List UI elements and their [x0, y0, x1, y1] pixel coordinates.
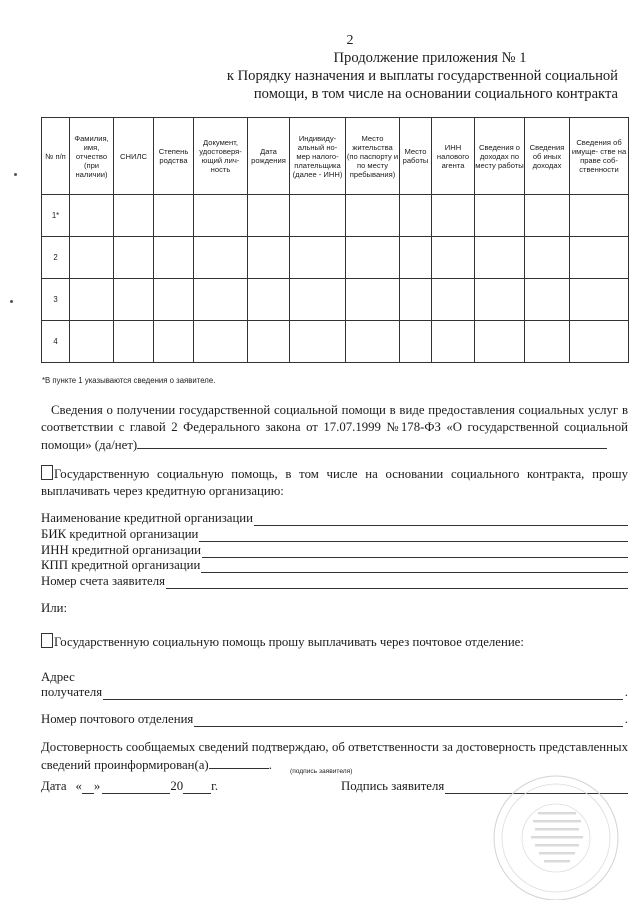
table-cell[interactable]: [346, 237, 400, 279]
post-option-text: Государственную социальную помощь прошу выплачивать через почтовое отделение:: [54, 635, 524, 649]
signature-caption: (подпись заявителя): [290, 768, 353, 775]
date-row: [41, 778, 261, 794]
header-full-name: Фамилия, имя, отчество (при наличии): [70, 118, 114, 195]
annex-subtitle-line-2: помощи, в том числе на основании социального контракта: [253, 86, 618, 102]
table-row: [42, 321, 629, 363]
table-cell[interactable]: [432, 237, 475, 279]
day-field[interactable]: [82, 781, 94, 794]
table-cell[interactable]: [400, 321, 432, 363]
table-cell[interactable]: [70, 279, 114, 321]
header-property: Сведения об имуще- стве на праве соб- ственности: [570, 118, 629, 195]
month-field[interactable]: [102, 781, 170, 794]
table-cell[interactable]: [570, 237, 629, 279]
table-cell[interactable]: [475, 321, 525, 363]
header-birth-date: Дата рождения: [248, 118, 290, 195]
kpp-row: [41, 557, 628, 573]
or-label: Или:: [41, 601, 68, 615]
address-label-line-2: получателя: [41, 685, 103, 699]
row-number: 3: [42, 279, 70, 321]
recipient-address-row: получателя .: [41, 685, 628, 699]
table-cell[interactable]: [432, 279, 475, 321]
table-cell[interactable]: [154, 279, 194, 321]
account-number-label: Номер счета заявителя: [41, 574, 165, 588]
table-cell[interactable]: [114, 321, 154, 363]
social-services-answer-field[interactable]: [137, 436, 607, 449]
table-cell[interactable]: [194, 321, 248, 363]
margin-mark: [14, 173, 17, 176]
post-option-paragraph: [41, 633, 628, 651]
table-cell[interactable]: [346, 321, 400, 363]
year-field[interactable]: [183, 781, 211, 794]
row-number: 2: [42, 237, 70, 279]
table-cell[interactable]: [400, 237, 432, 279]
table-cell[interactable]: [114, 279, 154, 321]
page-number: 2: [346, 33, 354, 48]
kpp-field[interactable]: [201, 560, 628, 573]
bank-inn-label: ИНН кредитной организации: [41, 543, 201, 557]
annex-subtitle: [205, 67, 618, 103]
kpp-label: КПП кредитной организации: [41, 558, 201, 572]
date-close-quote: »: [93, 779, 101, 793]
table-cell[interactable]: [290, 279, 346, 321]
table-cell[interactable]: [525, 237, 570, 279]
post-office-field[interactable]: [194, 714, 622, 727]
account-number-field[interactable]: [166, 576, 628, 589]
table-cell[interactable]: [154, 195, 194, 237]
bik-field[interactable]: [199, 529, 628, 542]
table-cell[interactable]: [525, 279, 570, 321]
table-cell[interactable]: [290, 321, 346, 363]
table-cell[interactable]: [70, 321, 114, 363]
table-cell[interactable]: [475, 237, 525, 279]
table-cell[interactable]: [570, 195, 629, 237]
table-cell[interactable]: [400, 195, 432, 237]
row-number: 4: [42, 321, 70, 363]
family-members-table: [41, 117, 629, 363]
continuation-title: Продолжение приложения № 1: [333, 50, 527, 66]
bik-label: БИК кредитной организации: [41, 527, 199, 541]
bik-row: [41, 526, 628, 542]
table-cell[interactable]: [570, 279, 629, 321]
post-office-row: Номер почтового отделения .: [41, 712, 628, 726]
bank-option-checkbox[interactable]: [41, 465, 53, 480]
margin-mark: [10, 300, 13, 303]
table-row: [42, 279, 629, 321]
post-option-checkbox[interactable]: [41, 633, 53, 648]
bank-name-label: Наименование кредитной организации: [41, 511, 253, 525]
bank-option-paragraph: [41, 465, 628, 500]
table-cell[interactable]: [248, 321, 290, 363]
table-cell[interactable]: [194, 195, 248, 237]
post-office-label: Номер почтового отделения: [41, 712, 194, 726]
header-inn: Индивиду- альный но- мер налого- плательщика (далее - ИНН): [290, 118, 346, 195]
table-header-row: [42, 118, 629, 195]
bank-inn-row: [41, 542, 628, 558]
table-cell[interactable]: [248, 195, 290, 237]
table-cell[interactable]: [525, 195, 570, 237]
account-number-row: [41, 573, 628, 589]
confirmation-paragraph: Достоверность сообщаемых сведений подтверждаю, об ответственности за достоверность представленных сведений проинформирован(а) .: [41, 740, 628, 772]
table-row: [42, 195, 629, 237]
table-cell[interactable]: [114, 195, 154, 237]
header-id-document: Документ, удостоверя- ющий лич- ность: [194, 118, 248, 195]
table-cell[interactable]: [248, 237, 290, 279]
confirmation-text: Достоверность сообщаемых сведений подтверждаю, об ответственности за достоверность представленных сведений проинформирован(а): [41, 740, 628, 772]
social-services-paragraph: [41, 402, 628, 454]
table-cell[interactable]: [154, 321, 194, 363]
table-cell[interactable]: [194, 237, 248, 279]
header-tax-agent-inn: ИНН налового агента: [432, 118, 475, 195]
year-prefix: 20: [170, 779, 184, 793]
table-cell[interactable]: [475, 279, 525, 321]
row-number: 1*: [42, 195, 70, 237]
table-cell[interactable]: [194, 279, 248, 321]
address-label-line-1: Адрес: [41, 670, 75, 684]
table-cell[interactable]: [570, 321, 629, 363]
table-cell[interactable]: [400, 279, 432, 321]
header-snils: СНИЛС: [114, 118, 154, 195]
date-open-quote: «: [75, 779, 82, 793]
table-cell[interactable]: [290, 237, 346, 279]
annex-subtitle-line-1: к Порядку назначения и выплаты государственной социальной: [226, 68, 618, 84]
table-cell[interactable]: [114, 237, 154, 279]
recipient-address-field[interactable]: [103, 687, 623, 700]
table-cell[interactable]: [346, 279, 400, 321]
date-label: Дата: [41, 779, 67, 793]
table-row: [42, 237, 629, 279]
bank-name-row: [41, 510, 628, 526]
signature-label: Подпись заявителя: [341, 779, 445, 793]
applicant-signature-field[interactable]: [209, 756, 269, 769]
table-cell[interactable]: [525, 321, 570, 363]
header-workplace: Место работы: [400, 118, 432, 195]
table-cell[interactable]: [475, 195, 525, 237]
table-cell[interactable]: [432, 195, 475, 237]
table-cell[interactable]: [154, 237, 194, 279]
header-other-income: Сведения об иных доходах: [525, 118, 570, 195]
social-services-text: Сведения о получении государственной социальной помощи в виде предоставления социальных услуг в соответствии с главой 2 Федерального закона от 17.07.1999 №178-ФЗ «О государственной социальной помощи» (да/нет): [41, 403, 628, 452]
year-suffix: г.: [211, 779, 219, 793]
table-cell[interactable]: [70, 237, 114, 279]
table-cell[interactable]: [70, 195, 114, 237]
header-work-income: Сведения о доходах по месту работы: [475, 118, 525, 195]
header-relation: Степень родства: [154, 118, 194, 195]
table-cell[interactable]: [248, 279, 290, 321]
table-cell[interactable]: [432, 321, 475, 363]
footnote: *В пункте 1 указываются сведения о заявителе.: [42, 376, 216, 385]
header-number: № п/п: [42, 118, 70, 195]
official-stamp: [480, 770, 630, 900]
table-cell[interactable]: [346, 195, 400, 237]
header-residence: Место жительства (по паспорту и по месту пребывания): [346, 118, 400, 195]
bank-option-text: Государственную социальную помощь, в том числе на основании социального контракта, прошу выплачивать через кредитную организацию:: [41, 467, 628, 498]
bank-name-field[interactable]: [254, 513, 628, 526]
table-cell[interactable]: [290, 195, 346, 237]
